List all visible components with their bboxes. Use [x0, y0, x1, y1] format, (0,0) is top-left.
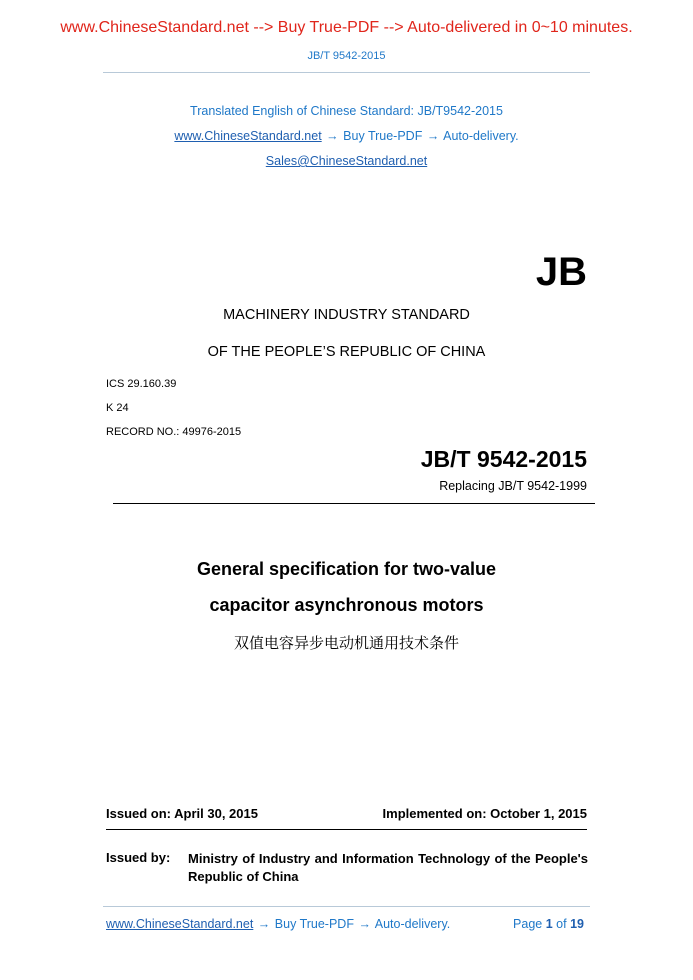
site-link[interactable]: www.ChineseStandard.net	[174, 129, 322, 143]
classification-code: K 24	[106, 402, 129, 414]
standard-number: JB/T 9542-2015	[420, 446, 587, 472]
translation-links	[0, 129, 693, 143]
header-divider	[103, 72, 590, 73]
arrow-right-icon: →	[426, 129, 440, 143]
top-banner[interactable]: www.ChineseStandard.net --> Buy True-PDF --> Auto-delivered in 0~10 minutes.	[60, 19, 633, 36]
page-of: of	[556, 917, 567, 931]
footer-site-link[interactable]: www.ChineseStandard.net	[106, 917, 254, 931]
issued-by-label: Issued by:	[106, 850, 171, 865]
email-link[interactable]: Sales@ChineseStandard.net	[265, 154, 428, 168]
page-total: 19	[570, 917, 584, 931]
implemented-date: Implemented on: October 1, 2015	[382, 806, 587, 821]
arrow-right-icon: →	[358, 917, 371, 931]
document-title-line-2: capacitor asynchronous motors	[209, 595, 484, 615]
industry-title-line-2: OF THE PEOPLE’S REPUBLIC OF CHINA	[207, 344, 486, 360]
dates-divider	[106, 829, 587, 830]
arrow-right-icon: →	[257, 917, 271, 931]
record-number: RECORD NO.: 49976-2015	[106, 426, 242, 438]
page-label: Page	[513, 917, 543, 931]
document-title-chinese: 双值电容异步电动机通用技术条件	[233, 634, 459, 652]
jb-logo: JB	[535, 250, 587, 294]
buy-text: Buy True-PDF	[343, 129, 423, 143]
header-standard-code: JB/T 9542-2015	[307, 50, 386, 62]
issuing-authority: Ministry of Industry and Information Technology of the People's Republic of China	[188, 851, 588, 884]
replacing-standard: Replacing JB/T 9542-1999	[439, 479, 587, 493]
page-current: 1	[545, 917, 553, 931]
arrow-right-icon: →	[326, 129, 339, 143]
footer-buy-text: Buy True-PDF	[274, 917, 354, 931]
page-indicator	[513, 917, 584, 931]
industry-title-line-1: MACHINERY INDUSTRY STANDARD	[223, 307, 470, 323]
footer-divider	[103, 906, 590, 907]
standard-divider	[113, 503, 595, 504]
dates-row	[106, 806, 587, 821]
ics-code: ICS 29.160.39	[106, 378, 177, 390]
issued-date: Issued on: April 30, 2015	[106, 806, 258, 821]
email-row	[0, 154, 693, 168]
footer-auto-delivery-text: Auto-delivery.	[374, 917, 451, 931]
footer	[106, 917, 584, 931]
document-title-line-1: General specification for two-value	[196, 559, 497, 579]
auto-delivery-text: Auto-delivery.	[443, 129, 519, 143]
translation-line: Translated English of Chinese Standard: JB/T9542-2015	[190, 104, 503, 118]
